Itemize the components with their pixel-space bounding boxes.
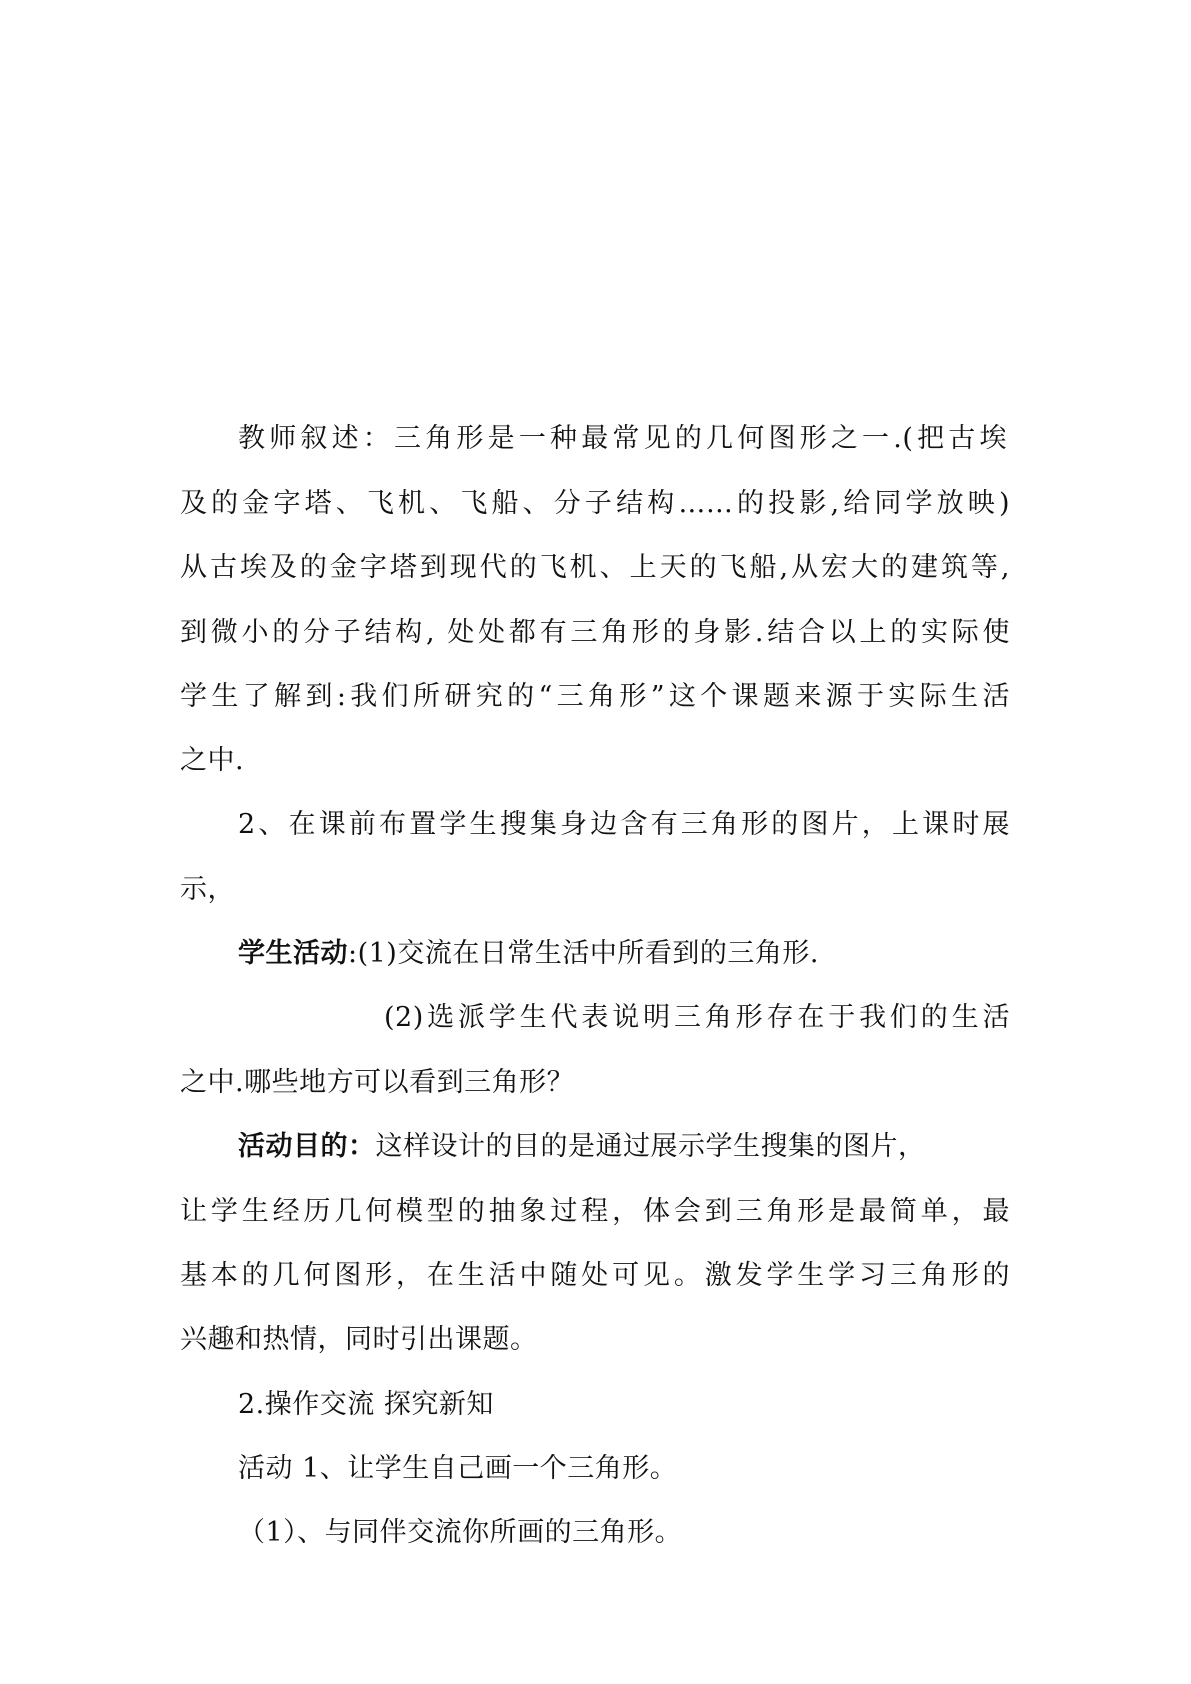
paragraph1-line6: 之中.: [180, 745, 245, 776]
activity-purpose-line3: 基本的几何图形，在生活中随处可见。激发学生学习三角形的: [180, 1260, 1010, 1291]
section2-heading: 2.操作交流 探究新知: [238, 1389, 494, 1420]
paragraph2-line1: 2、在课前布置学生搜集身边含有三角形的图片，上课时展: [238, 809, 1010, 840]
activity-purpose-line1: [238, 1130, 1010, 1164]
paragraph1-line1: 教师叙述：三角形是一种最常见的几何图形之一.(把古埃: [238, 423, 1007, 454]
paragraph1-line5: 学生了解到:我们所研究的“三角形”这个课题来源于实际生活: [180, 681, 1010, 712]
section2-step1: （1）、与同伴交流你所画的三角形。: [238, 1517, 683, 1548]
paragraph1-line4: 到微小的分子结构, 处处都有三角形的身影.结合以上的实际使: [180, 617, 1010, 648]
activity-purpose-text1: 这样设计的目的是通过展示学生搜集的图片，: [375, 1131, 926, 1162]
paragraph1-line3: 从古埃及的金字塔到现代的飞机、上天的飞船,从宏大的建筑等,: [180, 552, 1010, 583]
paragraph1-line2: 及的金字塔、飞机、飞船、分子结构……的投影,给同学放映): [180, 488, 1010, 519]
activity-purpose-line2: 让学生经历几何模型的抽象过程，体会到三角形是最简单，最: [180, 1196, 1010, 1227]
activity-purpose-line4: 兴趣和热情，同时引出课题。: [180, 1324, 538, 1355]
student-activity-line1: [238, 937, 819, 971]
student-activity-label: 学生活动: [238, 938, 348, 969]
student-activity-item2-line1: (2)选派学生代表说明三角形存在于我们的生活: [384, 1002, 1010, 1033]
activity-purpose-label: 活动目的：: [238, 1131, 376, 1162]
paragraph2-line2: 示，: [180, 874, 235, 905]
section2-activity1: 活动 1、让学生自己画一个三角形。: [238, 1453, 678, 1484]
student-activity-item2-line2: 之中.哪些地方可以看到三角形？: [180, 1067, 575, 1098]
student-activity-item1: :(1)交流在日常生活中所看到的三角形.: [348, 938, 819, 969]
